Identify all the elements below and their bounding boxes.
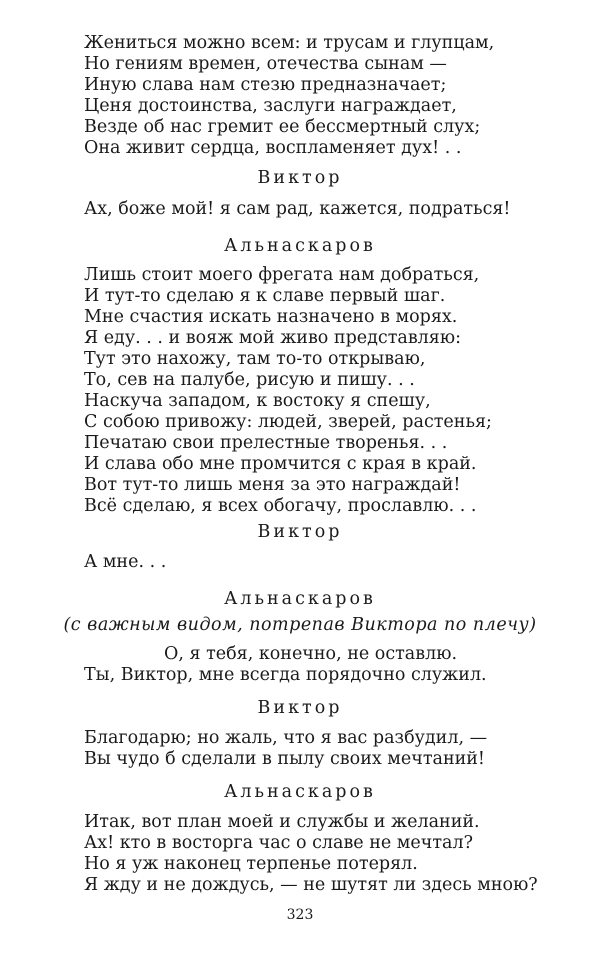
verse-line: Ах! кто в восторга час о славе не мечтал? (84, 833, 473, 853)
speaker-name: Альнаскаров (224, 589, 376, 609)
verse-line: Тут это нахожу, там то-то открываю, (84, 349, 426, 369)
verse-line: И тут-то сделаю я к славе первый шаг. (84, 286, 446, 306)
page-number: 323 (286, 907, 314, 923)
verse-line: А мне. . . (84, 552, 167, 572)
verse-line: С собою привожу: людей, зверей, растенья; (84, 412, 492, 432)
speaker-name: Виктор (257, 168, 343, 188)
verse-line: Она живит сердца, воспламеняет дух! . . (84, 138, 462, 158)
verse-line: Ты, Виктор, мне всегда порядочно служил. (84, 665, 487, 685)
stage-direction: (с важным видом, потрепав Виктора по плечу) (63, 615, 537, 635)
verse-block-6 (84, 728, 584, 770)
verse-line: Я жду и не дождусь, — не шутят ли здесь мною? (84, 875, 538, 895)
verse-line: Благодарю; но жаль, что я вас разбудил, — (84, 728, 488, 748)
verse-line: Иную слава нам стезю предназначает; (84, 75, 447, 95)
verse-line: Но я уж наконец терпенье потерял. (84, 854, 418, 874)
speaker-name: Альнаскаров (224, 236, 376, 256)
verse-line: Всё сделаю, я всех обогачу, прославлю. . . (84, 496, 477, 516)
verse-block-7 (84, 812, 584, 896)
verse-line: О, я тебя, конечно, не оставлю. (164, 644, 458, 664)
verse-line: То, сев на палубе, рисую и пишу. . . (84, 370, 415, 390)
verse-line: И слава обо мне промчится с края в край. (84, 454, 477, 474)
verse-line: Наскуча западом, к востоку я спешу, (84, 391, 431, 411)
verse-line: Итак, вот план моей и службы и желаний. (84, 812, 480, 832)
verse-line: Вы чудо б сделали в пылу своих мечтаний! (84, 749, 485, 769)
speaker-name: Альнаскаров (224, 782, 376, 802)
verse-line: Ценя достоинства, заслуги награждает, (84, 96, 457, 116)
speaker-name: Виктор (257, 522, 343, 542)
verse-line: Жениться можно всем: и трусам и глупцам, (84, 33, 495, 53)
verse-line: Но гениям времен, отечества сынам — (84, 54, 447, 74)
verse-line: Ах, боже мой! я сам рад, кажется, подраться! (84, 199, 511, 219)
verse-block-5 (84, 644, 584, 686)
verse-block-2 (84, 199, 584, 220)
verse-block-4 (84, 552, 584, 573)
verse-line: Я еду. . . и вояж мой живо представляю: (84, 328, 461, 348)
speaker-name: Виктор (257, 698, 343, 718)
verse-line: Вот тут-то лишь меня за это награждай! (84, 475, 461, 495)
verse-line: Везде об нас гремит ее бессмертный слух; (84, 117, 481, 137)
verse-line: Печатаю свои прелестные творенья. . . (84, 433, 448, 453)
verse-block-1 (84, 33, 584, 159)
verse-line: Лишь стоит моего фрегата нам добраться, (84, 265, 480, 285)
verse-block-3 (84, 265, 584, 517)
verse-line: Мне счастия искать назначено в морях. (84, 307, 458, 327)
